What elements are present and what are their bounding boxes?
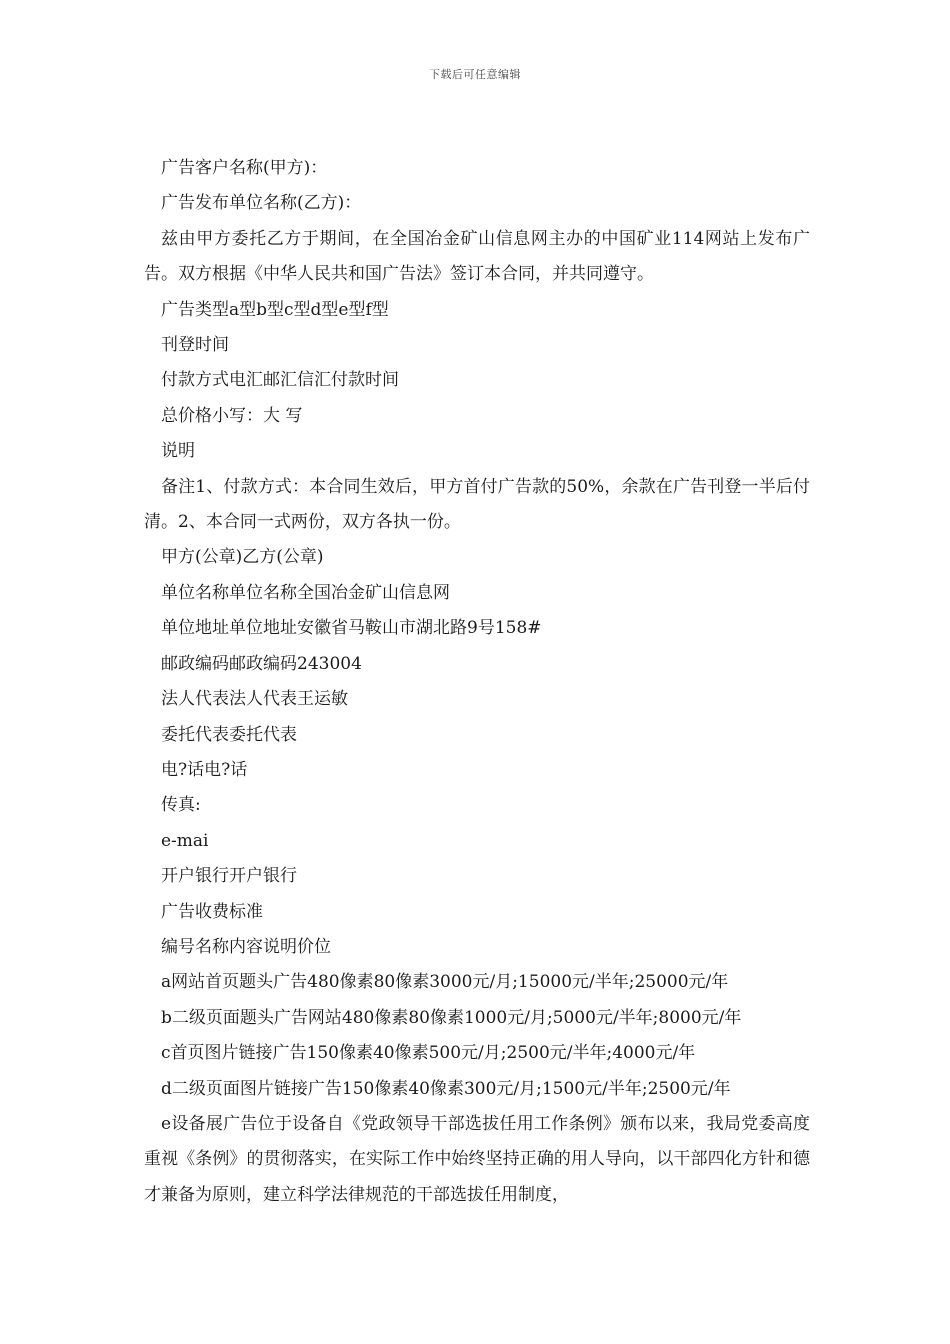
paragraph-email: e-mai [161, 830, 209, 851]
paragraph-fax: 传真: [161, 795, 201, 816]
paragraph-ad-type: 广告类型a型b型c型d型e型f型 [161, 299, 389, 320]
paragraph-fee-d: d二级页面图片链接广告150像素40像素300元/月;1500元/半年;2500元/年 [161, 1078, 731, 1099]
paragraph-unit-address: 单位地址单位地址安徽省马鞍山市湖北路9号158# [161, 618, 542, 639]
paragraph-seals: 甲方(公章)乙方(公章) [161, 547, 324, 568]
paragraph-publish-time: 刊登时间 [161, 335, 229, 356]
page-header: 下载后可任意编辑 [429, 68, 521, 81]
paragraph-fee-standard: 广告收费标准 [161, 901, 263, 922]
paragraph-description: 说明 [161, 441, 195, 462]
paragraph-fee-b: b二级页面题头广告网站480像素80像素1000元/月;5000元/半年;8000元/年 [161, 1007, 742, 1028]
paragraph-remarks: 备注1、付款方式：本合同生效后，甲方首付广告款的50%，余款在广告刊登一半后付清。2、本合同一式两份，双方各执一份。 [144, 476, 810, 533]
paragraph-total-price: 总价格小写：大 写 [161, 405, 303, 426]
paragraph-fee-c: c首页图片链接广告150像素40像素500元/月;2500元/半年;4000元/年 [161, 1043, 696, 1064]
paragraph-payment-method: 付款方式电汇邮汇信汇付款时间 [161, 370, 399, 391]
paragraph-postal-code: 邮政编码邮政编码243004 [161, 653, 362, 674]
paragraph-intro: 兹由甲方委托乙方于期间，在全国冶金矿山信息网主办的中国矿业114网站上发布广告。双方根据《中华人民共和国广告法》签订本合同，并共同遵守。 [144, 228, 810, 285]
paragraph-entrusted-rep: 委托代表委托代表 [161, 724, 297, 745]
document-body [144, 151, 810, 1213]
paragraph-legal-rep: 法人代表法人代表王运敏 [161, 689, 348, 710]
paragraph-bank: 开户银行开户银行 [161, 866, 297, 887]
paragraph-client-name: 广告客户名称(甲方)： [161, 158, 328, 178]
paragraph-fee-a: a网站首页题头广告480像素80像素3000元/月;15000元/半年;25000元/年 [161, 972, 729, 993]
paragraph-phone: 电?话电?话 [161, 759, 248, 780]
paragraph-fee-columns: 编号名称内容说明价位 [161, 936, 331, 957]
paragraph-unit-name: 单位名称单位名称全国冶金矿山信息网 [161, 582, 450, 603]
paragraph-publisher-name: 广告发布单位名称(乙方)： [161, 193, 362, 214]
paragraph-fee-e: e设备展广告位于设备自《党政领导干部选拔任用工作条例》颁布以来，我局党委高度重视《条例》的贯彻落实，在实际工作中始终坚持正确的用人导向，以干部四化方针和德才兼备为原则，建立科学法律规范的干部选拔任用制度， [144, 1113, 810, 1205]
